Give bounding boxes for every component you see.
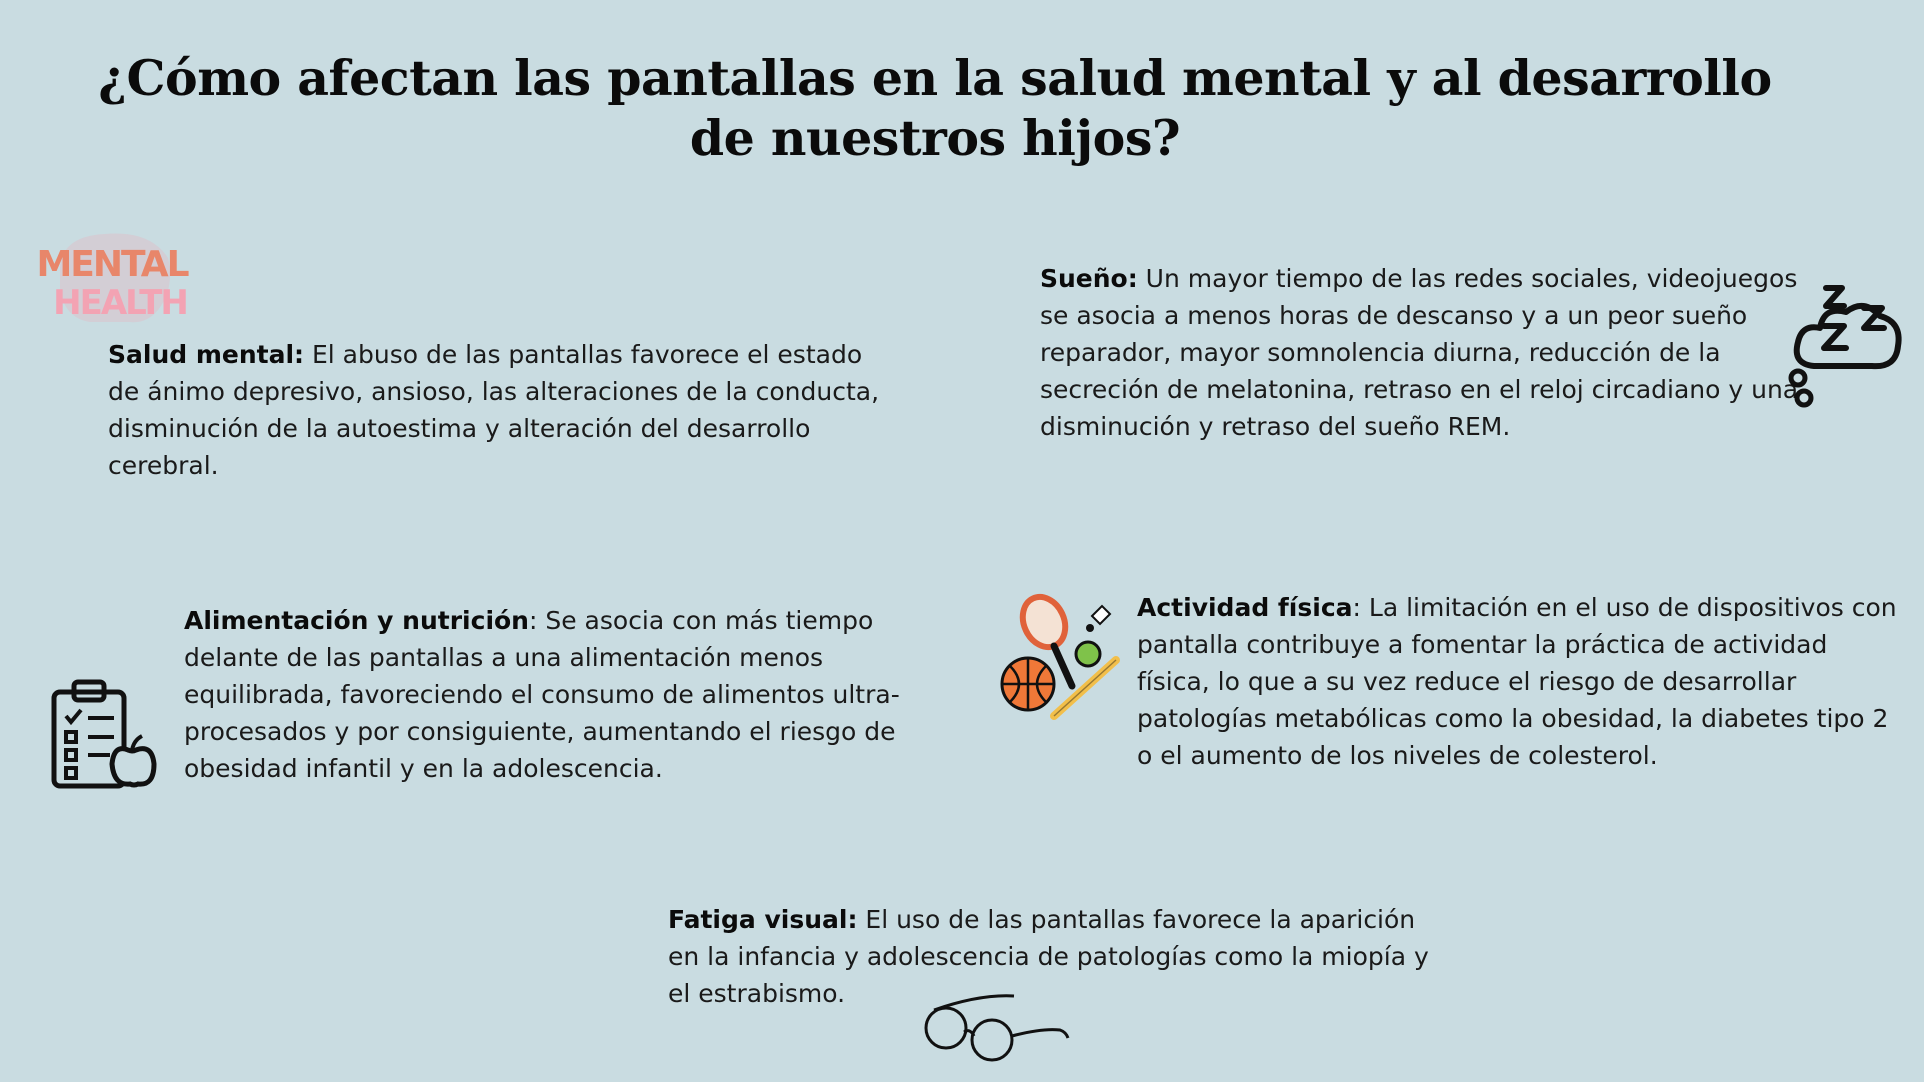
salud-mental-label: Salud mental: <box>108 340 305 369</box>
fatiga-text: El uso de las pantallas favorece la aparición en la infancia y adolescencia de patologías como la miopía y el estrabismo. <box>668 905 1429 1008</box>
sleep-zzz-icon <box>1784 276 1904 410</box>
actividad-section <box>1137 589 1907 774</box>
alimentacion-label: Alimentación y nutrición <box>184 606 529 635</box>
salud-mental-text: El abuso de las pantallas favorece el estado de ánimo depresivo, ansioso, las alteraciones de la conducta, disminución de la autoestima y alteración del desarrollo cerebral. <box>108 340 880 480</box>
alimentacion-section <box>184 602 904 787</box>
salud-mental-section <box>108 336 898 484</box>
fatiga-label: Fatiga visual: <box>668 905 858 934</box>
actividad-label: Actividad física <box>1137 593 1353 622</box>
sports-equipment-icon <box>998 594 1128 724</box>
sueno-section <box>1040 260 1800 445</box>
logo-line2: HEALTH <box>53 283 187 323</box>
logo-line1: MENTAL <box>36 244 188 285</box>
alimentacion-text: : Se asocia con más tiempo delante de las pantallas a una alimentación menos equilibrada, favoreciendo el consumo de alimentos ultra-procesados y por consiguiente, aumentando el riesgo de obesidad infantil y en la adolescencia. <box>184 606 900 783</box>
checklist-apple-icon <box>50 680 156 790</box>
mental-health-logo <box>36 228 188 328</box>
sueno-label: Sueño: <box>1040 264 1138 293</box>
sueno-text: Un mayor tiempo de las redes sociales, videojuegos se asocia a menos horas de descanso y a un peor sueño reparador, mayor somnolencia diurna, reducción de la secreción de melatonina, retraso en el reloj circadiano y una disminución y retraso del sueño REM. <box>1040 264 1799 441</box>
page-title: ¿Cómo afectan las pantallas en la salud mental y al desarrollo de nuestros hijos? <box>98 49 1772 167</box>
actividad-text: : La limitación en el uso de dispositivos con pantalla contribuye a fomentar la práctica de actividad física, lo que a su vez reduce el riesgo de desarrollar patologías metabólicas como la obesidad, la diabetes tipo 2 o el aumento de los niveles de colesterol. <box>1137 593 1897 770</box>
eyeglasses-icon <box>920 988 1080 1068</box>
